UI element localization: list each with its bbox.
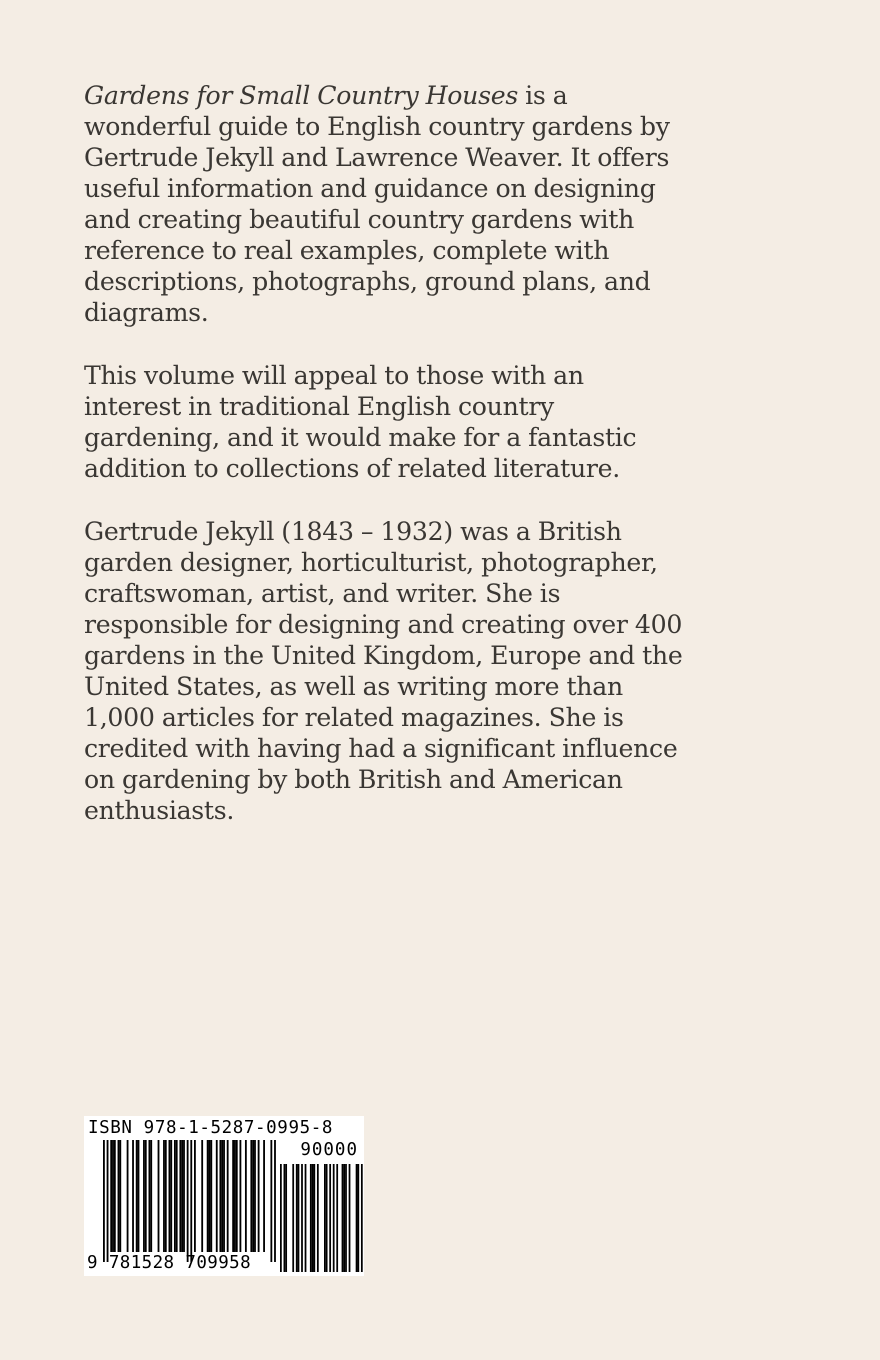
ean-bar [112,1140,114,1252]
addon-bar [317,1164,319,1272]
addon-bar [345,1164,347,1272]
ean-bar [114,1140,116,1252]
isbn-barcode [84,1116,364,1276]
barcode-bars [84,1116,364,1276]
ean-bar [194,1140,196,1252]
ean-bar [270,1140,272,1262]
ean-bar [236,1140,238,1252]
ean-bar [190,1140,192,1262]
author-bio-paragraph: Gertrude Jekyll (1843 – 1932) was a British garden designer, horticulturist, photographer, craftswoman, artist, and writer. She is responsible for designing and creating over 400 gardens in the United Kingdom, Europe and the United States, as well as writing more than 1,000 articles for related magazines. She is credited with having had a significant influence on gardening by both British and American enthusiasts. [84,517,683,825]
ean-bar [163,1140,165,1252]
ean-bar [119,1140,121,1252]
ean-bar [221,1140,223,1252]
ean-bar [138,1140,140,1252]
ean-bar [250,1140,252,1252]
addon-bar [329,1164,331,1272]
ean-bar [245,1140,247,1252]
ean-bar [227,1140,229,1252]
addon-bar [312,1164,314,1272]
book-title: Gardens for Small Country Houses [84,81,518,110]
ean-bar [207,1140,209,1252]
ean-bar [118,1140,120,1252]
ean-bar [143,1140,145,1252]
ean-bar [252,1140,254,1252]
ean-bar [170,1140,172,1252]
addon-bar [292,1164,294,1272]
ean-bar [149,1140,151,1252]
ean-bar [263,1140,265,1252]
ean-bar [179,1140,181,1252]
ean-bar [254,1140,256,1252]
ean-bar [136,1140,138,1252]
ean-bar [216,1140,218,1252]
ean-bar [150,1140,152,1252]
blurb-text [84,80,684,858]
ean-bar [165,1140,167,1252]
addon-bar [357,1164,359,1272]
ean-bar [181,1140,183,1252]
addon-bar [280,1164,282,1272]
addon-bar [324,1164,326,1272]
addon-bar [310,1164,312,1272]
addon-bar [285,1164,287,1272]
addon-bar [333,1164,335,1272]
ean-bar [209,1140,211,1252]
ean-bar [240,1140,242,1252]
addon-bar [336,1164,338,1272]
addon-bar [305,1164,307,1272]
barcode-digits: 9 781528 709958 [87,1253,252,1273]
ean-bar [210,1140,212,1252]
blurb-paragraph-1-text: is a wonderful guide to English country gardens by Gertrude Jekyll and Lawrence Weaver. It offers useful information and guidance on designing and creating beautiful country gardens with reference to real examples, complete with descriptions, photographs, ground plans, and diagrams. [84,81,670,327]
blurb-paragraph-2: This volume will appeal to those with an interest in traditional English country gardening, and it would make for a fantastic addition to collections of related literature. [84,361,637,483]
ean-bar [187,1140,189,1262]
blurb-paragraph-1 [84,80,684,328]
ean-bar [258,1140,260,1252]
isbn-label: ISBN 978-1-5287-0995-8 [88,1118,333,1138]
addon-bar [342,1164,344,1272]
ean-bar [127,1140,129,1252]
addon-bar [349,1164,351,1272]
ean-bar [107,1140,109,1262]
ean-bar [234,1140,236,1252]
addon-bar [361,1164,363,1272]
ean-bar [103,1140,105,1262]
ean-bar [174,1140,176,1252]
addon-bar [298,1164,300,1272]
ean-bar [232,1140,234,1252]
ean-bar [158,1140,160,1252]
addon-bar [343,1164,345,1272]
ean-bar [169,1140,171,1252]
ean-bar [176,1140,178,1252]
addon-bar [326,1164,328,1272]
addon-bar [301,1164,303,1272]
ean-bar [201,1140,203,1252]
addon-bar [296,1164,298,1272]
ean-bar [145,1140,147,1252]
ean-bar [110,1140,112,1252]
ean-bar [132,1140,134,1252]
ean-bar [274,1140,276,1262]
ean-bar [183,1140,185,1252]
addon-bar [356,1164,358,1272]
addon-bar [313,1164,315,1272]
price-addon-number: 90000 [300,1140,358,1160]
addon-bar [284,1164,286,1272]
ean-bar [219,1140,221,1252]
ean-bar [223,1140,225,1252]
